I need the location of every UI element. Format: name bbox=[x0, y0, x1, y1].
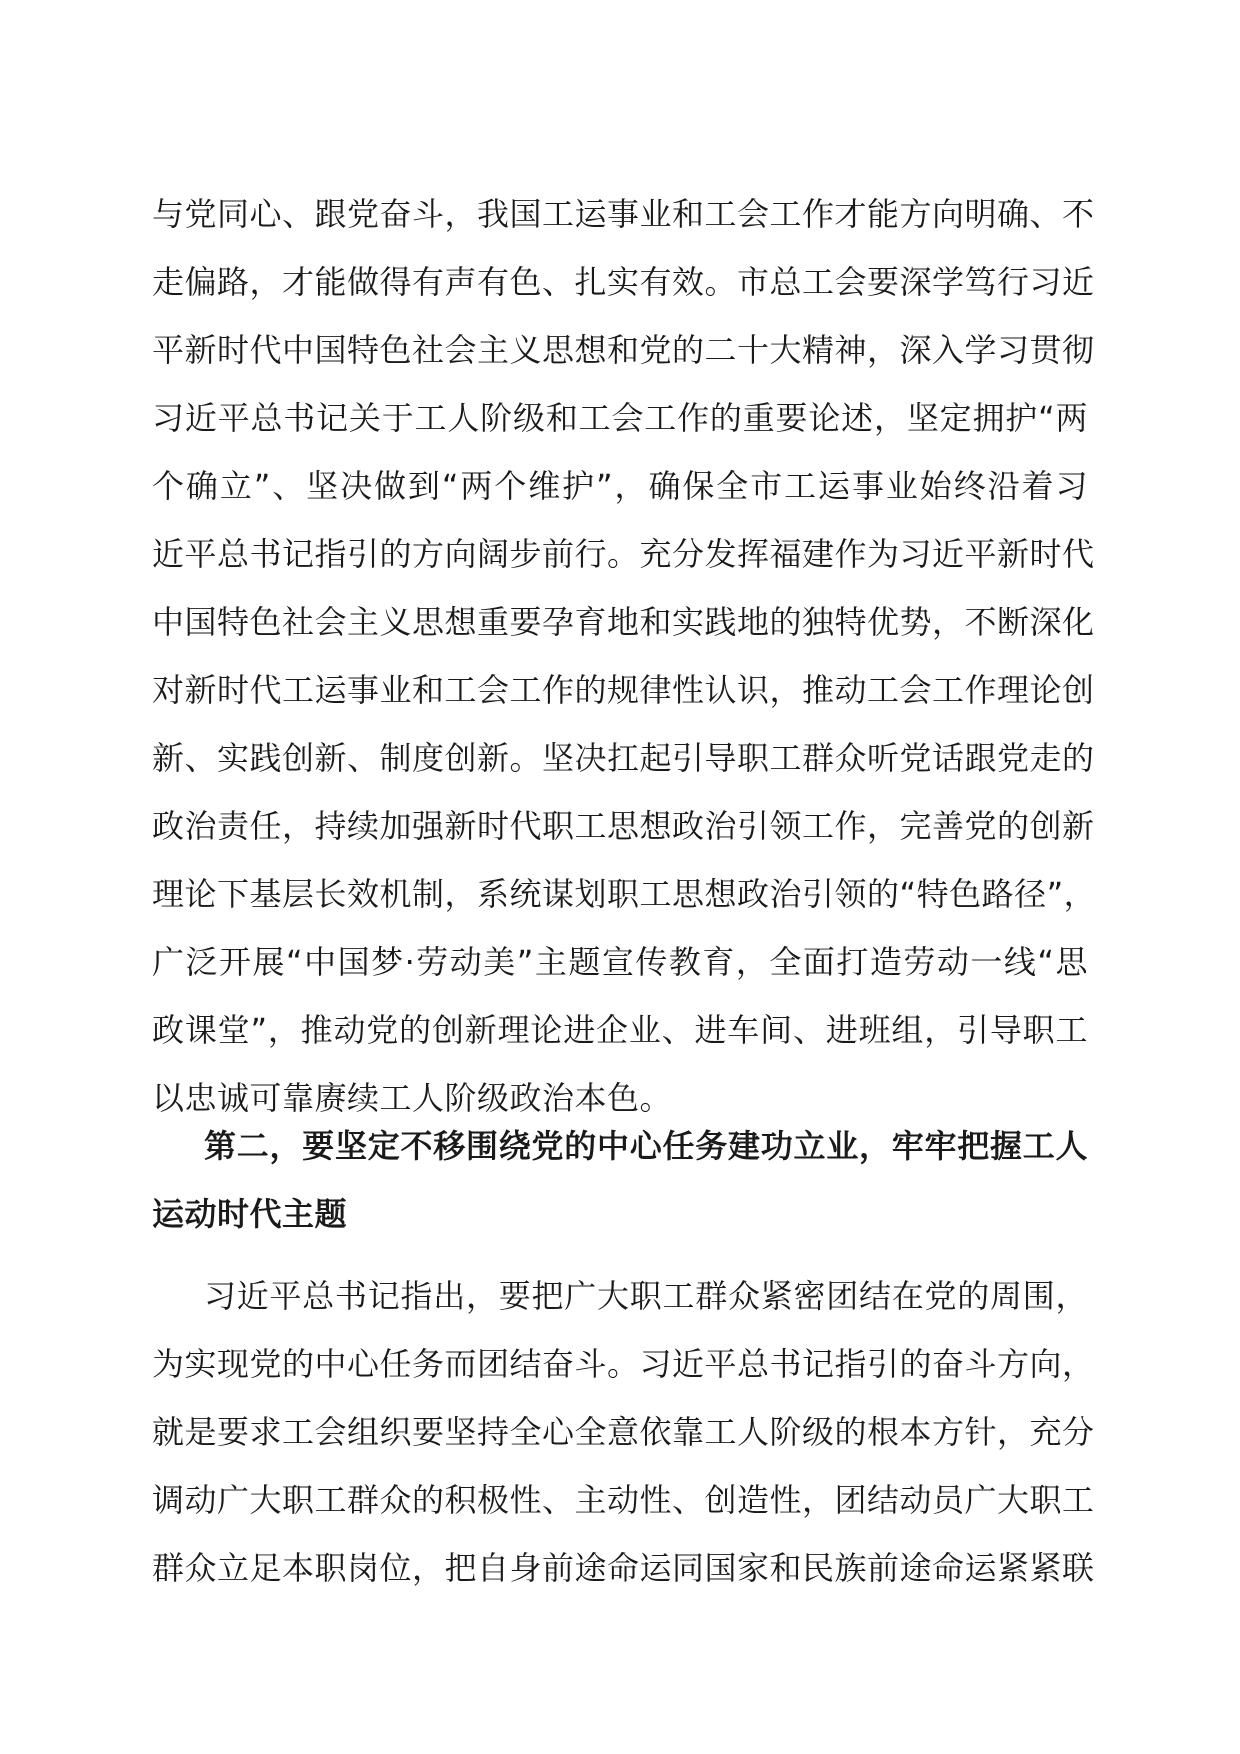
paragraph-line: 与党同心、跟党奋斗，我国工运事业和工会工作才能方向明确、不 bbox=[152, 195, 1095, 233]
body-paragraph-2 bbox=[152, 1262, 1095, 1602]
paragraph-line: 调动广大职工群众的积极性、主动性、创造性，团结动员广大职工 bbox=[152, 1481, 1095, 1519]
paragraph-line: 习近平总书记关于工人阶级和工会工作的重要论述，坚定拥护“两 bbox=[152, 399, 1088, 437]
paragraph-line: 广泛开展“中国梦·劳动美”主题宣传教育，全面打造劳动一线“思 bbox=[152, 943, 1088, 981]
paragraph-line: 就是要求工会组织要坚持全心全意依靠工人阶级的根本方针，充分 bbox=[152, 1413, 1095, 1451]
paragraph-line: 中国特色社会主义思想重要孕育地和实践地的独特优势，不断深化 bbox=[152, 603, 1095, 641]
heading-line: 第二，要坚定不移围绕党的中心任务建功立业，牢牢把握工人 bbox=[204, 1127, 1088, 1165]
section-heading-2 bbox=[152, 1112, 1088, 1248]
paragraph-line: 以忠诚可靠赓续工人阶级政治本色。 bbox=[152, 1079, 673, 1117]
paragraph-line: 理论下基层长效机制，系统谋划职工思想政治引领的“特色路径”， bbox=[152, 875, 1097, 913]
paragraph-line: 近平总书记指引的方向阔步前行。充分发挥福建作为习近平新时代 bbox=[152, 535, 1095, 573]
paragraph-line: 对新时代工运事业和工会工作的规律性认识，推动工会工作理论创 bbox=[152, 671, 1095, 709]
paragraph-line: 政治责任，持续加强新时代职工思想政治引领工作，完善党的创新 bbox=[152, 807, 1095, 845]
paragraph-line: 政课堂”，推动党的创新理论进企业、进车间、进班组，引导职工 bbox=[152, 1011, 1088, 1049]
paragraph-line: 走偏路，才能做得有声有色、扎实有效。市总工会要深学笃行习近 bbox=[152, 263, 1095, 301]
paragraph-line: 平新时代中国特色社会主义思想和党的二十大精神，深入学习贯彻 bbox=[152, 331, 1095, 369]
heading-line: 运动时代主题 bbox=[152, 1195, 348, 1233]
body-paragraph-1 bbox=[152, 180, 1097, 1132]
paragraph-line: 习近平总书记指出，要把广大职工群众紧密团结在党的周围， bbox=[204, 1277, 1088, 1315]
paragraph-line: 个确立”、坚决做到“两个维护”，确保全市工运事业始终沿着习 bbox=[152, 467, 1088, 505]
paragraph-line: 新、实践创新、制度创新。坚决扛起引导职工群众听党话跟党走的 bbox=[152, 739, 1095, 777]
paragraph-line: 为实现党的中心任务而团结奋斗。习近平总书记指引的奋斗方向， bbox=[152, 1345, 1095, 1383]
paragraph-line: 群众立足本职岗位，把自身前途命运同国家和民族前途命运紧紧联 bbox=[152, 1549, 1095, 1587]
